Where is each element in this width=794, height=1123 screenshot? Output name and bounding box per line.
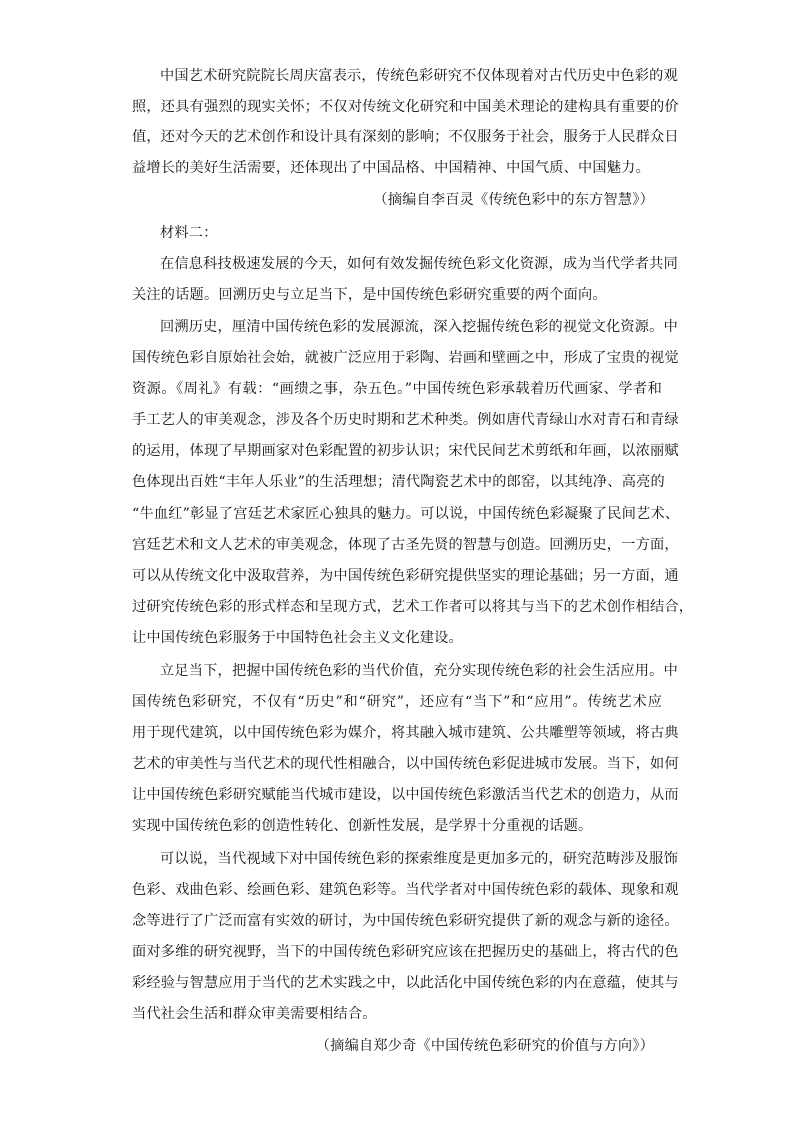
para-5-line: 彩经验与智慧应用于当代的艺术实践之中，以此活化中国传统色彩的内在意蕴，使其与 [132, 975, 679, 991]
para-3-line: 手工艺人的审美观念，涉及各个历史时期和艺术种类。例如唐代青绿山水对青石和青绿 [132, 412, 679, 428]
para-1-line: 照，还具有强烈的现实关怀；不仅对传统文化研究和中国美术理论的建构具有重要的价 [132, 99, 679, 115]
para-5-line: 可以说，当代视域下对中国传统色彩的探索维度是更加多元的，研究范畴涉及服饰 [160, 851, 678, 867]
para-2-line: 在信息科技极速发展的今天，如何有效发掘传统色彩文化资源，成为当代学者共同 [160, 256, 678, 272]
source-citation: （摘编自李百灵《传统色彩中的东方智慧》） [373, 192, 654, 208]
para-3-line: “牛血红”彰显了宫廷艺术家匠心独具的魅力。可以说，中国传统色彩凝聚了民间艺术、 [132, 506, 680, 522]
para-4-line: 国传统色彩研究，不仅有“历史”和“研究”，还应有“当下”和“应用”。传统艺术应 [132, 694, 662, 710]
para-4-line: 实现中国传统色彩的创造性转化、创新性发展，是学界十分重视的话题。 [132, 818, 593, 834]
para-3-line: 可以从传统文化中汲取营养，为中国传统色彩研究提供坚实的理论基础；另一方面，通 [132, 568, 679, 584]
para-3-line: 宫廷艺术和文人艺术的审美观念，体现了古圣先贤的智慧与创造。回溯历史，一方面， [132, 537, 679, 553]
para-3-line: 让中国传统色彩服务于中国特色社会主义文化建设。 [132, 630, 463, 646]
para-1-line: 中国艺术研究院院长周庆富表示，传统色彩研究不仅体现着对古代历史中色彩的观 [160, 68, 678, 84]
para-3-line: 国传统色彩自原始社会始，就被广泛应用于彩陶、岩画和壁画之中，形成了宝贵的视觉 [132, 350, 679, 366]
section-heading: 材料二： [160, 225, 218, 241]
para-1-line: 值，还对今天的艺术创作和设计具有深刻的影响；不仅服务于社会，服务于人民群众日 [132, 129, 679, 145]
para-3-line: 回溯历史，厘清中国传统色彩的发展源流，深入挖掘传统色彩的视觉文化资源。中 [160, 319, 678, 335]
para-2-line: 关注的话题。回溯历史与立足当下，是中国传统色彩研究重要的两个面向。 [132, 287, 607, 303]
source-citation: （摘编自郑少奇《中国传统色彩研究的价值与方向》） [315, 1038, 654, 1054]
para-3-line: 的运用，体现了早期画家对色彩配置的初步认识；宋代民间艺术剪纸和年画，以浓丽赋 [132, 443, 679, 459]
para-3-line: 过研究传统色彩的形式样态和呈现方式，艺术工作者可以将其与当下的艺术创作相结合， [132, 599, 694, 615]
para-5-line: 念等进行了广泛而富有实效的研讨，为中国传统色彩研究提供了新的观念与新的途径。 [132, 913, 679, 929]
para-4-line: 用于现代建筑，以中国传统色彩为媒介，将其融入城市建筑、公共雕塑等领域，将古典 [132, 725, 679, 741]
para-4-line: 让中国传统色彩研究赋能当代城市建设，以中国传统色彩激活当代艺术的创造力，从而 [132, 787, 679, 803]
para-3-line: 色体现出百姓“丰年人乐业”的生活理想；清代陶瓷艺术中的郎窑，以其纯净、高亮的 [132, 474, 665, 490]
para-5-line: 色彩、戏曲色彩、绘画色彩、建筑色彩等。当代学者对中国传统色彩的载体、现象和观 [132, 882, 679, 898]
para-5-line: 当代社会生活和群众审美需要相结合。 [132, 1006, 377, 1022]
para-5-line: 面对多维的研究视野，当下的中国传统色彩研究应该在把握历史的基础上，将古代的色 [132, 944, 679, 960]
para-4-line: 艺术的审美性与当代艺术的现代性相融合，以中国传统色彩促进城市发展。当下，如何 [132, 756, 679, 772]
para-1-line: 益增长的美好生活需要，还体现出了中国品格、中国精神、中国气质、中国魅力。 [132, 160, 650, 176]
para-4-line: 立足当下，把握中国传统色彩的当代价值，充分实现传统色彩的社会生活应用。中 [160, 663, 678, 679]
para-3-line: 资源。《周礼》有载：“画缋之事，杂五色。”中国传统色彩承载着历代画家、学者和 [132, 381, 662, 397]
